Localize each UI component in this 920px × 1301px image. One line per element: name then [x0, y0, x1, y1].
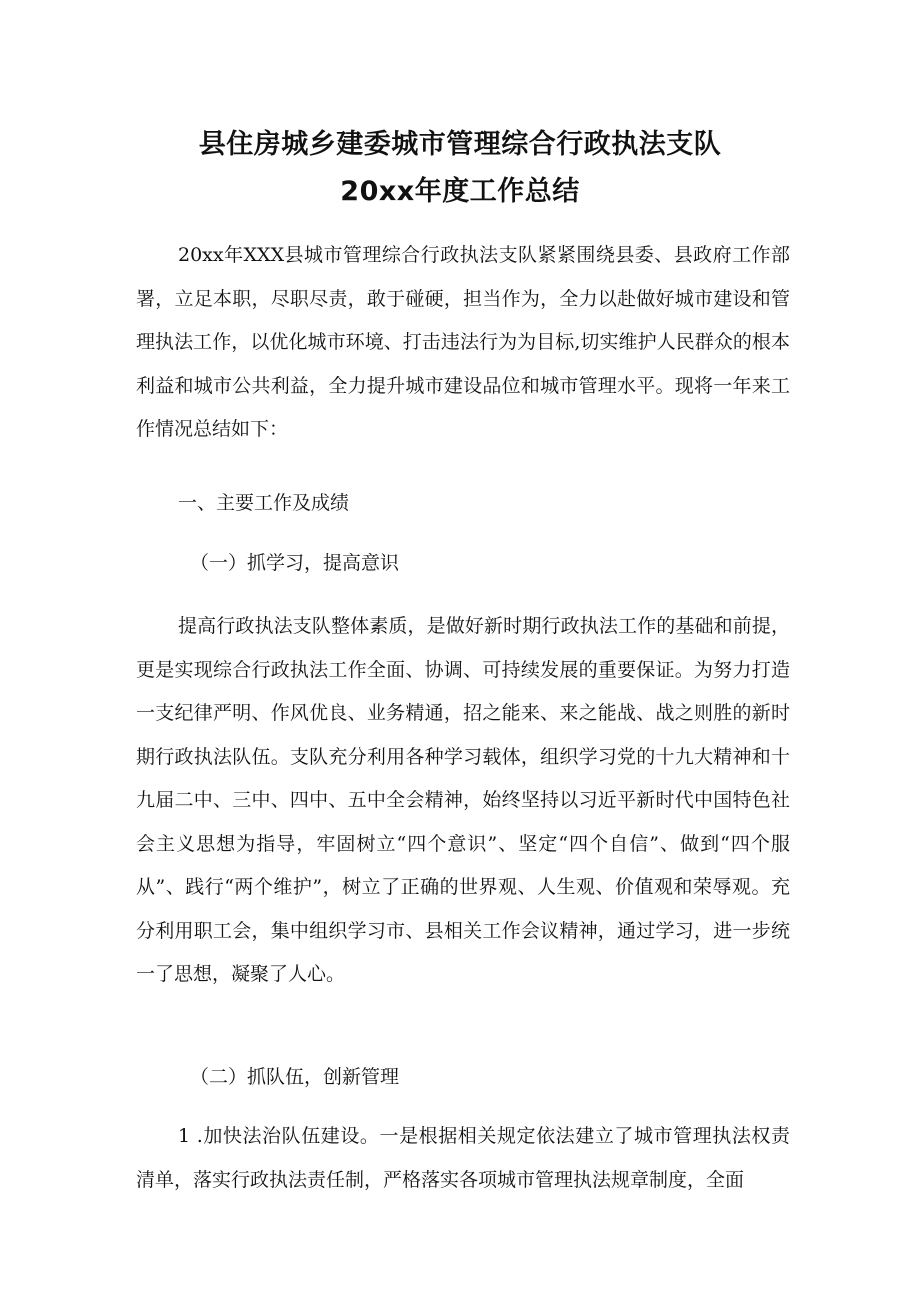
team-building-paragraph: 1 .加快法治队伍建设。一是根据相关规定依法建立了城市管理执法权责清单，落实行政执法责任制，严格落实各项城市管理执法规章制度，全面 [136, 1125, 790, 1191]
subsection-heading-study: （一）抓学习，提高意识 [190, 552, 400, 574]
section-heading-main-work: 一、主要工作及成绩 [178, 492, 350, 514]
study-paragraph: 提高行政执法支队整体素质，是做好新时期行政执法工作的基础和前提，更是实现综合行政执法工作全面、协调、可持续发展的重要保证。为努力打造一支纪律严明、作风优良、业务精通，招之能来、来之能战、战之则胜的新时期行政执法队伍。支队充分利用各种学习载体，组织学习党的十九大精神和十九届二中、三中、四中、五中全会精神，始终坚持以习近平新时代中国特色社会主义思想为指导，牢固树立“四个意识”、坚定“四个自信”、做到“四个服从”、践行“两个维护”，树立了正确的世界观、人生观、价值观和荣辱观。充分利用职工会，集中组织学习市、县相关工作会议精神，通过学习，进一步统一了思想，凝聚了人心。 [136, 615, 790, 985]
document-title-line1: 县住房城乡建委城市管理综合行政执法支队 [198, 129, 722, 160]
subsection-heading-team: （二）抓队伍，创新管理 [190, 1066, 400, 1088]
intro-paragraph: 20xx年XXX县城市管理综合行政执法支队紧紧围绕县委、县政府工作部署，立足本职，尽职尽责，敢于碰硬，担当作为，全力以赴做好城市建设和管理执法工作，以优化城市环境、打击违法行为为目标,切实维护人民群众的根本利益和城市公共利益，全力提升城市建设品位和城市管理水平。现将一年来工作情况总结如下： [136, 244, 790, 440]
document-title-line2: 20xx年度工作总结 [340, 176, 580, 207]
